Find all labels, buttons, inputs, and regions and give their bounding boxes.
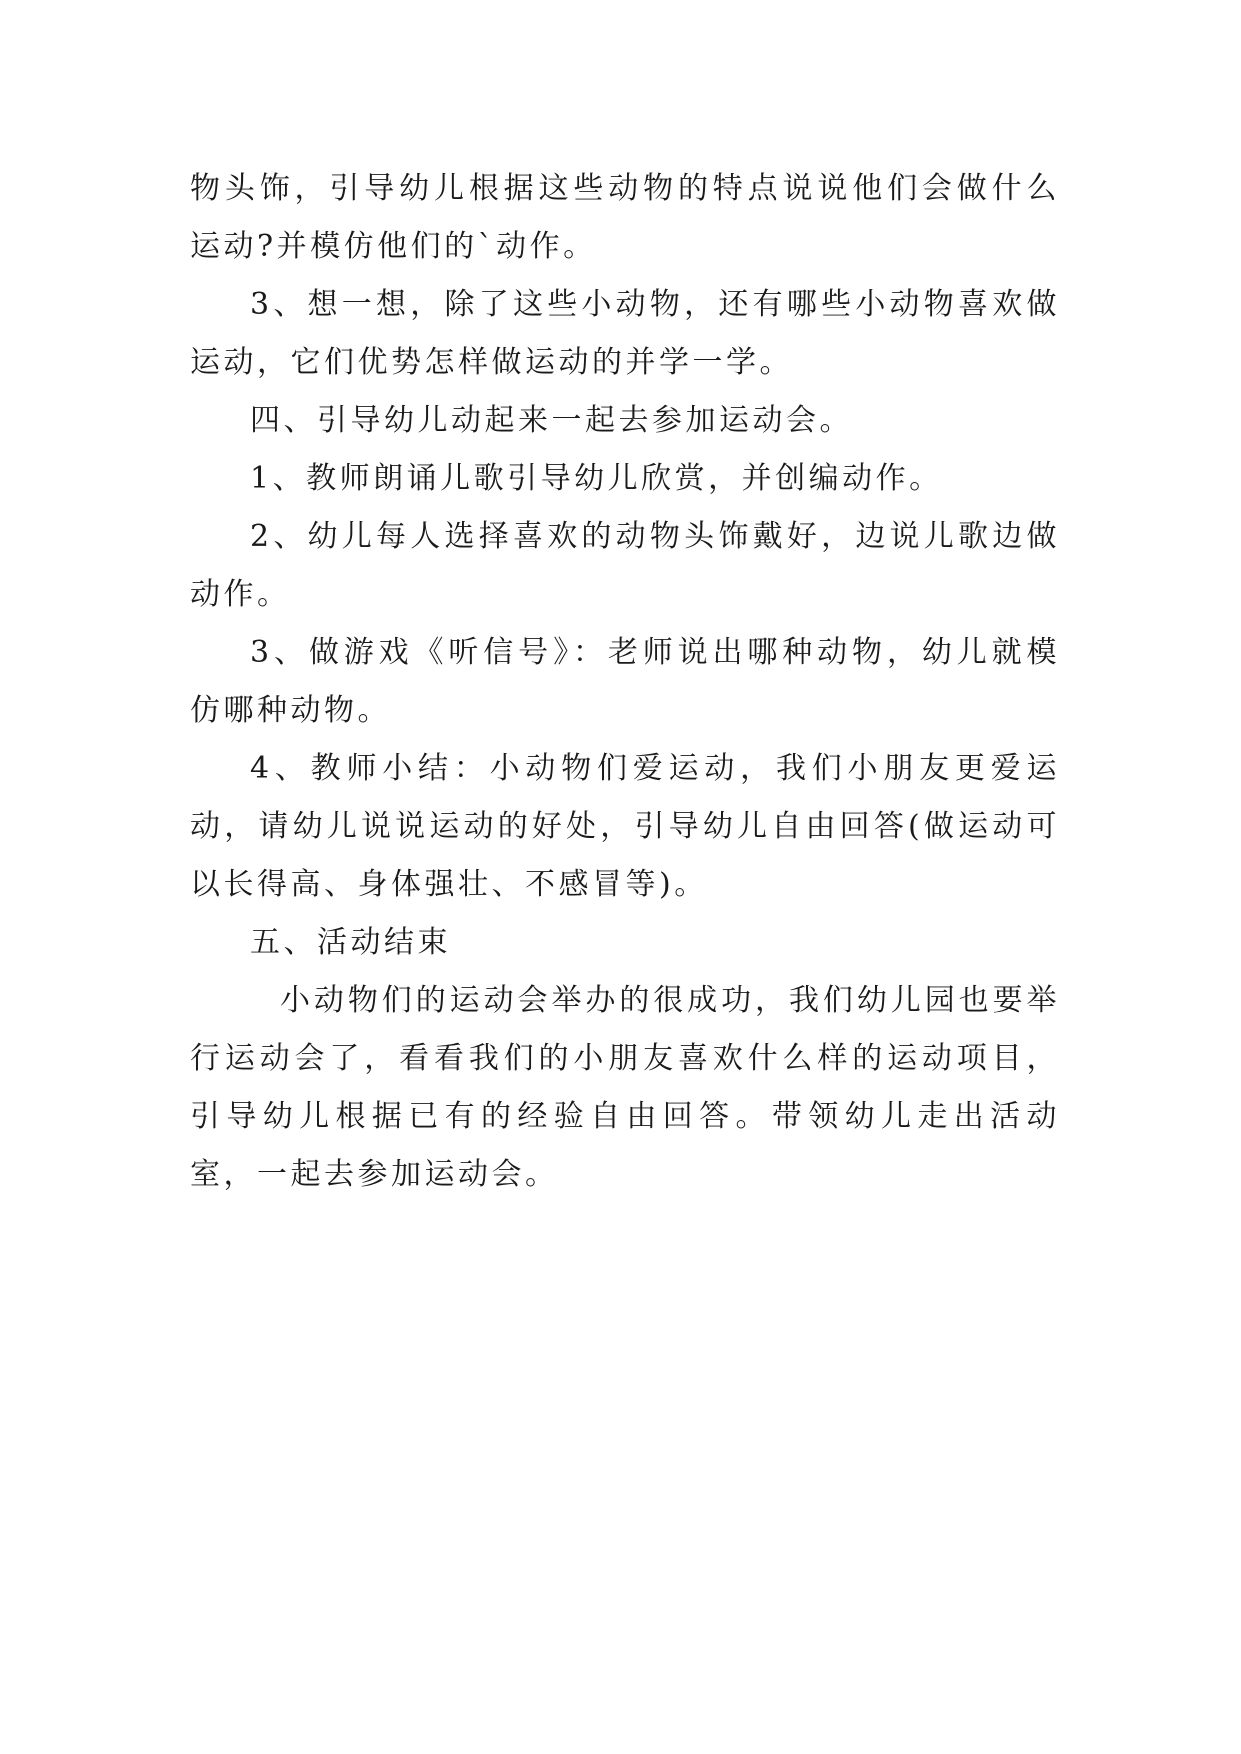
paragraph-continuation: 物头饰，引导幼儿根据这些动物的特点说说他们会做什么运动?并模仿他们的`动作。 (190, 171, 1060, 264)
document-body (190, 160, 1060, 1204)
section-heading-4: 四、引导幼儿动起来一起去参加运动会。 (250, 403, 853, 438)
paragraph-step-4-summary: 4、教师小结：小动物们爱运动，我们小朋友更爱运动，请幼儿说说运动的好处，引导幼儿自由回答(做运动可以长得高、身体强壮、不感冒等)。 (190, 751, 1060, 902)
paragraph-step-3-game: 3、做游戏《听信号》：老师说出哪种动物，幼儿就模仿哪种动物。 (190, 635, 1060, 728)
paragraph-closing: 小动物们的运动会举办的很成功，我们幼儿园也要举行运动会了，看看我们的小朋友喜欢什么样的运动项目，引导幼儿根据已有的经验自由回答。带领幼儿走出活动室，一起去参加运动会。 (190, 983, 1060, 1192)
paragraph-step-3-think: 3、想一想，除了这些小动物，还有哪些小动物喜欢做运动，它们优势怎样做运动的并学一学。 (190, 287, 1060, 380)
paragraph-step-1-recite: 1、教师朗诵儿歌引导幼儿欣赏，并创编动作。 (250, 461, 943, 496)
section-heading-5: 五、活动结束 (250, 925, 451, 960)
paragraph-step-2-headwear: 2、幼儿每人选择喜欢的动物头饰戴好，边说儿歌边做动作。 (190, 519, 1060, 612)
